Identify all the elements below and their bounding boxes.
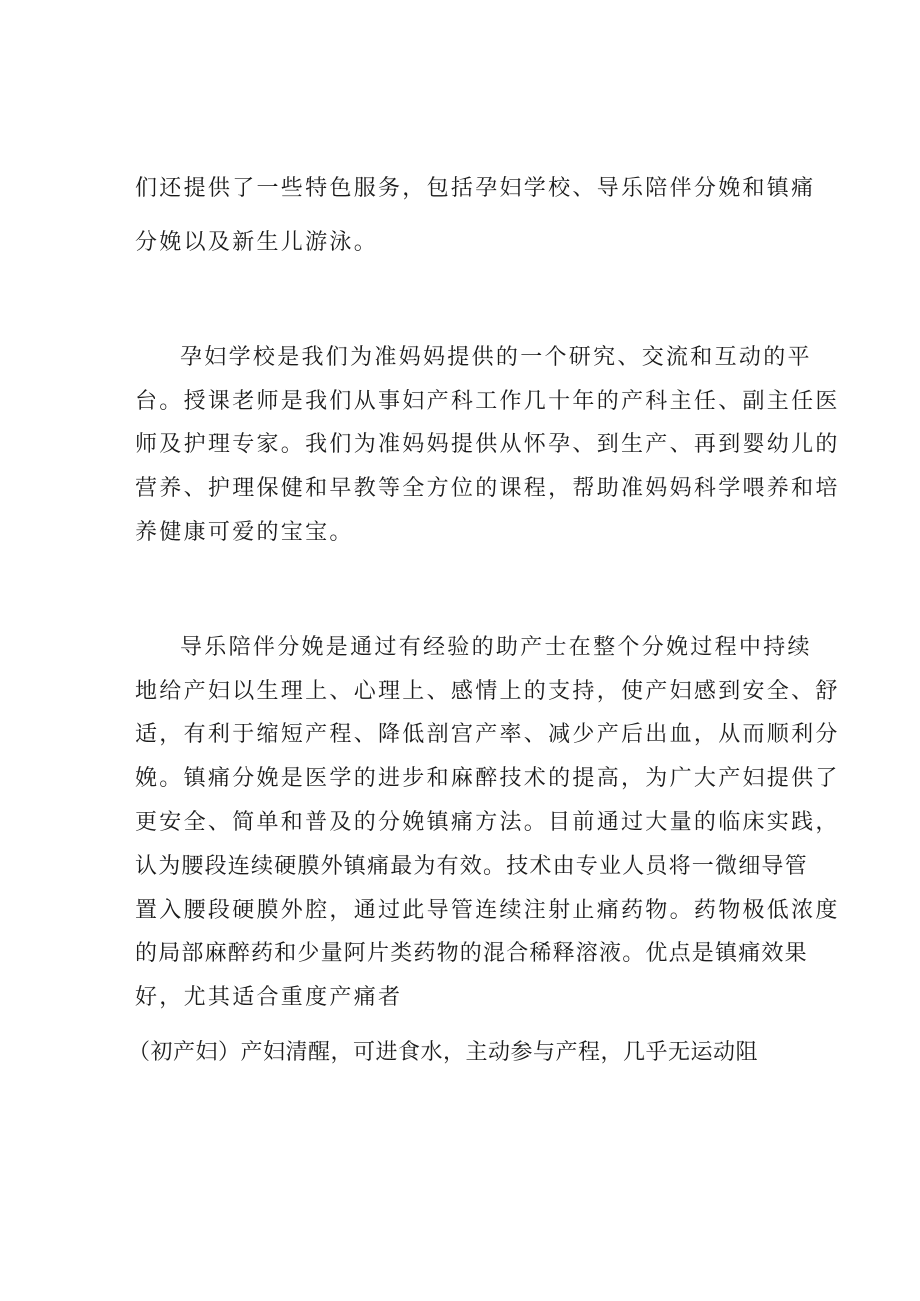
paragraph-3-line-2: 地给产妇以生理上、心理上、感情上的支持，使产妇感到安全、舒 <box>135 679 840 704</box>
paragraph-3-line-1: 导乐陪伴分娩是通过有经验的助产士在整个分娩过程中持续 <box>180 635 812 660</box>
paragraph-1-line-2: 分娩以及新生儿游泳。 <box>135 230 379 255</box>
paragraph-3-line-9: 好，尤其适合重度产痛者 <box>135 985 403 1010</box>
paragraph-2-line-4: 营养、护理保健和早教等全方位的课程，帮助准妈妈科学喂养和培 <box>135 476 840 501</box>
paragraph-2-line-3: 师及护理专家。我们为准妈妈提供从怀孕、到生产、再到婴幼儿的 <box>135 432 840 457</box>
paragraph-3-line-8: 的局部麻醉药和少量阿片类药物的混合稀释溶液。优点是镇痛效果 <box>135 941 808 966</box>
paragraph-3-line-3: 适，有利于缩短产程、降低剖宫产率、减少产后出血，从而顺利分 <box>135 722 840 747</box>
paragraph-3-line-10: （初产妇）产妇清醒，可进食水，主动参与产程，几乎无运动阻 <box>128 1040 759 1065</box>
paragraph-3-line-6: 认为腰段连续硬膜外镇痛最为有效。技术由专业人员将一微细导管 <box>135 854 808 879</box>
paragraph-2-line-1: 孕妇学校是我们为准妈妈提供的一个研究、交流和互动的平 <box>180 345 812 370</box>
paragraph-1-line-1: 们还提供了一些特色服务，包括孕妇学校、导乐陪伴分娩和镇痛 <box>135 176 816 201</box>
paragraph-3-line-5: 更安全、简单和普及的分娩镇痛方法。目前通过大量的临床实践， <box>135 810 840 835</box>
paragraph-2-line-2: 台。授课老师是我们从事妇产科工作几十年的产科主任、副主任医 <box>135 389 840 414</box>
paragraph-3-line-7: 置入腰段硬膜外腔，通过此导管连续注射止痛药物。药物极低浓度 <box>135 898 840 923</box>
paragraph-3-line-4: 娩。镇痛分娩是医学的进步和麻醉技术的提高，为广大产妇提供了 <box>135 766 840 791</box>
paragraph-2-line-5: 养健康可爱的宝宝。 <box>135 520 354 545</box>
